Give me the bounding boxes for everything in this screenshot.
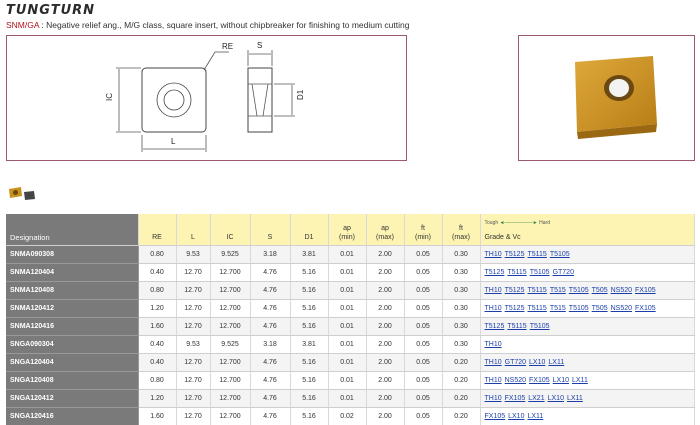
ft-min-cell: 0.05	[404, 407, 442, 425]
insert-photo-panel	[518, 35, 695, 161]
ic-cell: 12.700	[210, 263, 250, 281]
grade-link[interactable]: TH10	[484, 286, 502, 294]
grades-cell	[480, 389, 695, 407]
ap-min-cell: 0.01	[328, 245, 366, 263]
grade-link[interactable]: LX11	[572, 376, 588, 384]
scale-arrow-icon: ◄────────►	[499, 219, 538, 226]
insert-thumbnail-icon	[7, 183, 37, 203]
ft-max-cell: 0.20	[442, 371, 480, 389]
grades-cell	[480, 407, 695, 425]
ic-cell: 12.700	[210, 281, 250, 299]
grades-cell	[480, 335, 695, 353]
grades-cell	[480, 245, 695, 263]
grade-link[interactable]: TH10	[484, 340, 502, 348]
grade-link[interactable]: T5105	[568, 286, 589, 294]
ap-min-cell: 0.01	[328, 371, 366, 389]
designation-cell: SNGA120416	[6, 407, 138, 425]
technical-drawing-panel	[6, 35, 407, 161]
re-cell: 1.60	[138, 407, 176, 425]
d1-cell: 5.16	[290, 281, 328, 299]
l-cell: 12.70	[176, 353, 210, 371]
ft-max-cell: 0.30	[442, 263, 480, 281]
grade-link[interactable]: T505	[591, 286, 608, 294]
ap-max-cell: 2.00	[366, 317, 404, 335]
grade-link[interactable]: GT720	[504, 358, 527, 366]
l-label: L	[171, 137, 176, 146]
d1-cell: 5.16	[290, 353, 328, 371]
grade-link[interactable]: T515	[549, 304, 566, 312]
series-description: : Negative relief ang., M/G class, square insert, without chipbreaker for finishing to medium cutting	[39, 20, 410, 30]
d1-cell: 5.16	[290, 389, 328, 407]
grade-link[interactable]: LX10	[552, 376, 570, 384]
table-row	[6, 389, 695, 407]
grade-link[interactable]: T5125	[484, 322, 505, 330]
table-row	[6, 263, 695, 281]
ap-max-cell: 2.00	[366, 407, 404, 425]
d1-label: D1	[296, 89, 305, 100]
col-ap-max: ap (max)	[366, 214, 404, 245]
table-row	[6, 407, 695, 425]
d1-cell: 5.16	[290, 371, 328, 389]
grade-link[interactable]: T5105	[549, 250, 570, 258]
grade-link[interactable]: T505	[591, 304, 608, 312]
grades-cell	[480, 281, 695, 299]
ap-min-cell: 0.01	[328, 281, 366, 299]
ap-max-cell: 2.00	[366, 353, 404, 371]
d1-cell: 3.81	[290, 245, 328, 263]
insert-photo	[519, 36, 694, 160]
grade-link[interactable]: LX10	[547, 394, 564, 402]
ic-label: IC	[105, 93, 114, 101]
insert-technical-drawing	[7, 36, 406, 160]
l-cell: 12.70	[176, 317, 210, 335]
re-cell: 1.60	[138, 317, 176, 335]
grade-link[interactable]: T515	[549, 286, 566, 294]
grades-cell	[480, 353, 695, 371]
grade-link[interactable]: T5115	[527, 250, 547, 258]
designation-cell: SNMA120416	[6, 317, 138, 335]
ap-max-cell: 2.00	[366, 281, 404, 299]
grade-link[interactable]: FX105	[635, 286, 656, 294]
grade-link[interactable]: TH10	[484, 304, 502, 312]
col-designation: Designation	[6, 214, 138, 245]
grade-link[interactable]: T5115	[527, 304, 547, 312]
s-cell: 4.76	[250, 389, 290, 407]
grade-link[interactable]: NS520	[610, 304, 633, 312]
grade-link[interactable]: T5115	[527, 286, 547, 294]
grade-link[interactable]: T5105	[529, 268, 550, 276]
re-cell: 0.80	[138, 245, 176, 263]
s-cell: 4.76	[250, 407, 290, 425]
grade-link[interactable]: LX11	[527, 412, 544, 420]
insert-specification-table	[6, 214, 695, 425]
ft-max-cell: 0.20	[442, 389, 480, 407]
s-cell: 4.76	[250, 371, 290, 389]
ap-max-cell: 2.00	[366, 371, 404, 389]
ic-cell: 12.700	[210, 371, 250, 389]
ft-max-cell: 0.30	[442, 299, 480, 317]
ft-max-cell: 0.20	[442, 353, 480, 371]
table-row	[6, 371, 695, 389]
designation-cell: SNGA120412	[6, 389, 138, 407]
ic-cell: 12.700	[210, 299, 250, 317]
ft-min-cell: 0.05	[404, 245, 442, 263]
d1-cell: 3.81	[290, 335, 328, 353]
d1-cell: 5.16	[290, 263, 328, 281]
designation-cell: SNMA120412	[6, 299, 138, 317]
table-row	[6, 299, 695, 317]
s-cell: 4.76	[250, 263, 290, 281]
grade-link[interactable]: LX11	[548, 358, 565, 366]
l-cell: 12.70	[176, 299, 210, 317]
l-cell: 12.70	[176, 407, 210, 425]
table-row	[6, 281, 695, 299]
re-cell: 0.40	[138, 263, 176, 281]
series-code: SNM/GA	[6, 20, 40, 30]
grade-link[interactable]: FX105	[635, 304, 656, 312]
designation-cell: SNMA090308	[6, 245, 138, 263]
l-cell: 12.70	[176, 281, 210, 299]
s-label: S	[257, 41, 263, 50]
table-row	[6, 335, 695, 353]
grade-link[interactable]: T5105	[568, 304, 589, 312]
col-s: S	[250, 214, 290, 245]
ap-min-cell: 0.01	[328, 299, 366, 317]
ft-max-cell: 0.30	[442, 317, 480, 335]
s-cell: 3.18	[250, 335, 290, 353]
ap-min-cell: 0.02	[328, 407, 366, 425]
grade-link[interactable]: NS520	[610, 286, 633, 294]
grade-link[interactable]: LX10	[529, 358, 546, 366]
grade-link[interactable]: FX105	[529, 376, 550, 384]
grade-link[interactable]: T5125	[484, 268, 505, 276]
brand-logo: TUNGTURN	[6, 3, 96, 18]
col-d1: D1	[290, 214, 328, 245]
ic-cell: 9.525	[210, 335, 250, 353]
page-subtitle	[6, 20, 409, 30]
ap-max-cell: 2.00	[366, 299, 404, 317]
col-ap-min: ap (min)	[328, 214, 366, 245]
ap-min-cell: 0.01	[328, 335, 366, 353]
ft-min-cell: 0.05	[404, 371, 442, 389]
s-cell: 4.76	[250, 317, 290, 335]
table-header-row	[6, 214, 695, 245]
designation-cell: SNMA120408	[6, 281, 138, 299]
ft-max-cell: 0.20	[442, 407, 480, 425]
ft-max-cell: 0.30	[442, 335, 480, 353]
ic-cell: 9.525	[210, 245, 250, 263]
d1-cell: 5.16	[290, 407, 328, 425]
ap-min-cell: 0.01	[328, 353, 366, 371]
ft-max-cell: 0.30	[442, 245, 480, 263]
ft-max-cell: 0.30	[442, 281, 480, 299]
re-cell: 1.20	[138, 389, 176, 407]
d1-cell: 5.16	[290, 299, 328, 317]
ft-min-cell: 0.05	[404, 353, 442, 371]
ic-cell: 12.700	[210, 407, 250, 425]
re-cell: 0.80	[138, 371, 176, 389]
grade-link[interactable]: TH10	[484, 250, 502, 258]
tough-hard-scale: Tough ◄────────► Hard	[484, 219, 550, 226]
grade-link[interactable]: TH10	[484, 394, 502, 402]
ic-cell: 12.700	[210, 353, 250, 371]
ic-cell: 12.700	[210, 317, 250, 335]
designation-cell: SNGA120408	[6, 371, 138, 389]
designation-cell: SNMA120404	[6, 263, 138, 281]
l-cell: 9.53	[176, 245, 210, 263]
l-cell: 12.70	[176, 371, 210, 389]
s-cell: 4.76	[250, 353, 290, 371]
grade-link[interactable]: T5115	[507, 268, 527, 276]
grade-link[interactable]: GT720	[552, 268, 574, 276]
re-label: RE	[222, 42, 234, 51]
ft-min-cell: 0.05	[404, 281, 442, 299]
col-l: L	[176, 214, 210, 245]
designation-cell: SNGA120404	[6, 353, 138, 371]
grade-link[interactable]: LX11	[566, 394, 583, 402]
ap-max-cell: 2.00	[366, 389, 404, 407]
grade-link[interactable]: T5105	[529, 322, 550, 330]
table-row	[6, 353, 695, 371]
l-cell: 12.70	[176, 263, 210, 281]
d1-cell: 5.16	[290, 317, 328, 335]
ap-max-cell: 2.00	[366, 335, 404, 353]
l-cell: 12.70	[176, 389, 210, 407]
ap-min-cell: 0.01	[328, 263, 366, 281]
grade-link[interactable]: T5125	[504, 286, 525, 294]
grade-link[interactable]: TH10	[484, 376, 502, 384]
grade-link[interactable]: T5125	[504, 250, 525, 258]
grade-link[interactable]: LX21	[528, 394, 545, 402]
re-cell: 0.40	[138, 353, 176, 371]
ap-max-cell: 2.00	[366, 263, 404, 281]
ap-max-cell: 2.00	[366, 245, 404, 263]
grades-cell	[480, 371, 695, 389]
grade-link[interactable]: FX105	[504, 394, 526, 402]
grade-link[interactable]: T5125	[504, 304, 525, 312]
ap-min-cell: 0.01	[328, 317, 366, 335]
grade-link[interactable]: FX105	[484, 412, 506, 420]
table-row	[6, 245, 695, 263]
ft-min-cell: 0.05	[404, 317, 442, 335]
col-ft-max: ft (max)	[442, 214, 480, 245]
s-cell: 4.76	[250, 281, 290, 299]
ic-cell: 12.700	[210, 389, 250, 407]
grade-link[interactable]: T5115	[507, 322, 527, 330]
grades-cell	[480, 317, 695, 335]
col-re: RE	[138, 214, 176, 245]
col-grade: Tough ◄────────► Hard Grade & Vc	[480, 214, 695, 245]
ft-min-cell: 0.05	[404, 389, 442, 407]
ft-min-cell: 0.05	[404, 335, 442, 353]
re-cell: 0.80	[138, 281, 176, 299]
ap-min-cell: 0.01	[328, 389, 366, 407]
re-cell: 1.20	[138, 299, 176, 317]
l-cell: 9.53	[176, 335, 210, 353]
s-cell: 3.18	[250, 245, 290, 263]
re-cell: 0.40	[138, 335, 176, 353]
table-row	[6, 317, 695, 335]
grade-link[interactable]: LX10	[508, 412, 525, 420]
ft-min-cell: 0.05	[404, 263, 442, 281]
ft-min-cell: 0.05	[404, 299, 442, 317]
s-cell: 4.76	[250, 299, 290, 317]
grade-link[interactable]: TH10	[484, 358, 502, 366]
col-ft-min: ft (min)	[404, 214, 442, 245]
col-ic: IC	[210, 214, 250, 245]
grade-link[interactable]: NS520	[504, 376, 527, 384]
grades-cell	[480, 299, 695, 317]
grades-cell	[480, 263, 695, 281]
designation-cell: SNGA090304	[6, 335, 138, 353]
